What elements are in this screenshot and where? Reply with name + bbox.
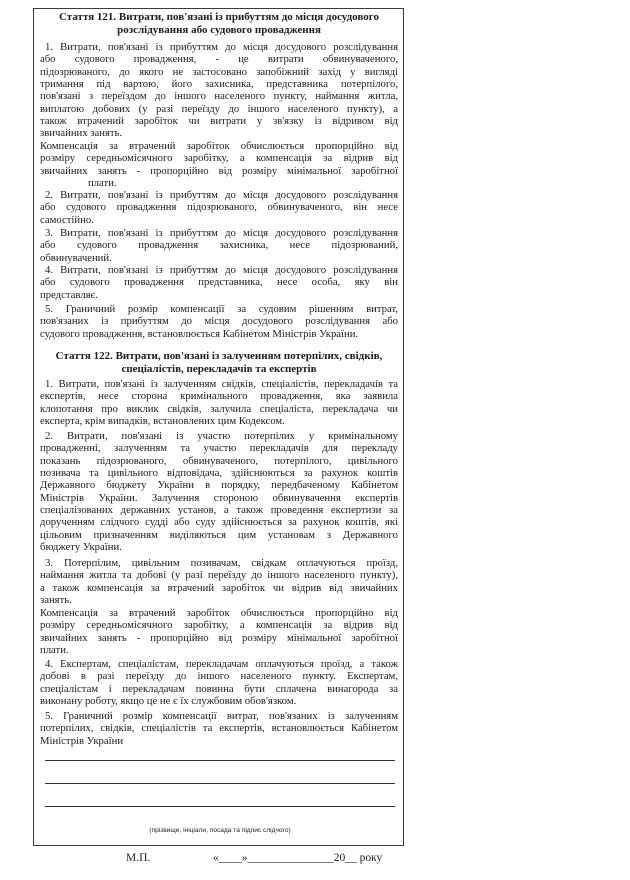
text-line: бюджету України. [40, 541, 122, 554]
article-122-paragraph-4 [40, 658, 398, 707]
date-field: «____»_______________20__ року [213, 852, 383, 864]
text-line: плати. [40, 644, 69, 657]
text-line: а також компенсація за втрачений заробіток чи відрив від звичайних [40, 581, 398, 594]
text-line: 1. Витрати, пов'язані із залученням свідків, спеціалістів, перекладачів та [45, 378, 398, 390]
signature-line [45, 760, 395, 761]
text-line: цільовим призначенням виділяються цим установам з Державного [40, 528, 398, 541]
text-line: або судового провадження підозрюваного, обвинуваченого, він несе [40, 201, 398, 214]
signature-line [45, 806, 395, 807]
text-line: експертів, несе сторона кримінального провадження, яка заявила [40, 390, 398, 403]
text-line: Стаття 122. Витрати, пов'язані із залученням потерпілих, свідків, [55, 350, 383, 362]
signature-caption: (прізвище, ініціали, посада та підпис слідчого) [149, 827, 291, 834]
text-line: занять. [40, 594, 72, 607]
text-line: виконану роботу, якщо це не є їх службовим обов'язком. [40, 695, 297, 708]
text-line: або судового провадження, - це витрати обвинуваченого, [40, 53, 398, 66]
text-line: пов'язаних із прибуттям до місця досудового розслідування або [40, 315, 398, 328]
article-121-heading [37, 11, 401, 37]
text-line: провадженні, залученням та участю перекладачів для перекладу [40, 442, 398, 455]
text-line: звичайних занять. [40, 127, 123, 140]
text-line: позивача та цивільного відповідача, здійснюються за рахунок коштів [40, 467, 398, 480]
text-line: спеціалізованих державних установ, а також проведення експертизи за [40, 504, 398, 517]
text-line: клопотання про виклик свідків, залучила спеціаліста, перекладача чи [40, 402, 398, 415]
article-121-paragraph-compensation [40, 140, 398, 189]
text-line: 4. Експертам, спеціалістам, перекладачам оплачуються проїзд, а також [45, 658, 398, 670]
text-line: 3. Витрати, пов'язані із прибуттям до місця досудового розслідування [45, 227, 398, 239]
text-line: розміру середньомісячного заробітку, а компенсація за відрив від [40, 152, 398, 165]
text-line: представляє. [40, 288, 98, 301]
article-122-paragraph-1 [40, 378, 398, 427]
text-line: плати. [88, 177, 117, 190]
text-line: 5. Граничний розмір компенсації за судовим рішенням витрат, [45, 303, 398, 315]
seal-label: М.П. [126, 852, 151, 864]
text-line: дорученням слідчого судді або суду здійснюється за рахунок коштів, які [40, 516, 398, 529]
text-line: показань підозрюваного, обвинуваченого, потерпілого, цивільного [40, 454, 398, 467]
text-line: або судового провадження захисника, несе підозрюваний, [40, 239, 398, 252]
text-line: спеціалістам і перекладачам повинна бути сплачена винагорода за [40, 682, 398, 695]
article-121-paragraph-5 [40, 303, 398, 340]
article-121-paragraph-2 [40, 189, 398, 226]
text-line: потерпілих, свідків, спеціалістів та експертів, встановлюється Кабінетом [40, 722, 398, 735]
signature-line [45, 783, 395, 784]
text-line: 2. Витрати, пов'язані із участю потерпілих у кримінальному [45, 430, 398, 442]
text-line: звичайних занять - пропорційно від розміру мінімальної заробітної [40, 631, 398, 644]
text-line: наймання житла та добові (у разі переїзду до іншого населеного пункту), [40, 569, 398, 582]
text-line: Міністрів України. Залучення стороною обвинувачення експертів [40, 491, 398, 504]
text-line: також втрачений заробіток чи витрати у зв'язку із відривом від [40, 115, 398, 128]
text-line: обвинувачений. [40, 251, 112, 264]
text-line: виплатою добових (у разі переїзду до іншого населеного пункту), а [40, 102, 398, 115]
article-122-paragraph-5 [40, 710, 398, 747]
article-121-paragraph-4 [40, 264, 398, 301]
text-line: Компенсація за втрачений заробіток обчислюється пропорційно від [40, 607, 398, 619]
text-line: 3. Потерпілим, цивільним позивачам, свідкам оплачуються проїзд, [45, 557, 398, 569]
text-line: судового провадження, встановлюється Кабінетом Міністрів України. [40, 327, 359, 340]
article-122-heading [37, 350, 401, 376]
text-line: 5. Граничний розмір компенсації витрат, пов'язаних із залученням [45, 710, 398, 722]
article-121-paragraph-1 [40, 41, 398, 140]
article-121-paragraph-3 [40, 227, 398, 264]
text-line: спеціалістів, перекладачів та експертів [121, 363, 317, 375]
text-line: пов'язані з переїздом до іншого населеного пункту, наймання житла, [40, 90, 398, 103]
text-line: добові в разі переїзду до іншого населеного пункту. Експертам, [40, 670, 398, 683]
text-line: 2. Витрати, пов'язані із прибуттям до місця досудового розслідування [45, 189, 398, 201]
text-line: Стаття 121. Витрати, пов'язані із прибуттям до місця досудового [58, 11, 379, 23]
article-122-paragraph-compensation [40, 607, 398, 656]
text-line: Компенсація за втрачений заробіток обчислюється пропорційно від [40, 140, 398, 152]
text-line: експерта, крім випадків, встановлених цим Кодексом. [40, 415, 285, 428]
text-line: Державного бюджету України в порядку, передбаченому Кабінетом [40, 479, 398, 492]
text-line: 4. Витрати, пов'язані із прибуттям до місця досудового розслідування [45, 264, 398, 276]
text-line: або судового провадження представника, несе особа, яку він [40, 276, 398, 289]
article-122-paragraph-3 [40, 557, 398, 606]
text-line: підозрюваного, до якого не застосовано запобіжний захід у вигляді [40, 65, 398, 78]
text-line: звичайних занять - пропорційно від розміру мінімальної заробітної [40, 164, 398, 177]
text-line: 1. Витрати, пов'язані із прибуттям до місця досудового розслідування [45, 41, 398, 53]
article-122-paragraph-2 [40, 430, 398, 553]
text-line: Міністрів України [40, 734, 124, 747]
text-line: розслідування або судового провадження [117, 24, 321, 36]
text-line: самостійно. [40, 213, 94, 226]
text-line: тримання під вартою, його захисника, представника потерпілого, [40, 78, 398, 91]
text-line: розміру середньомісячного заробітку, а компенсація за відрив від [40, 619, 398, 632]
